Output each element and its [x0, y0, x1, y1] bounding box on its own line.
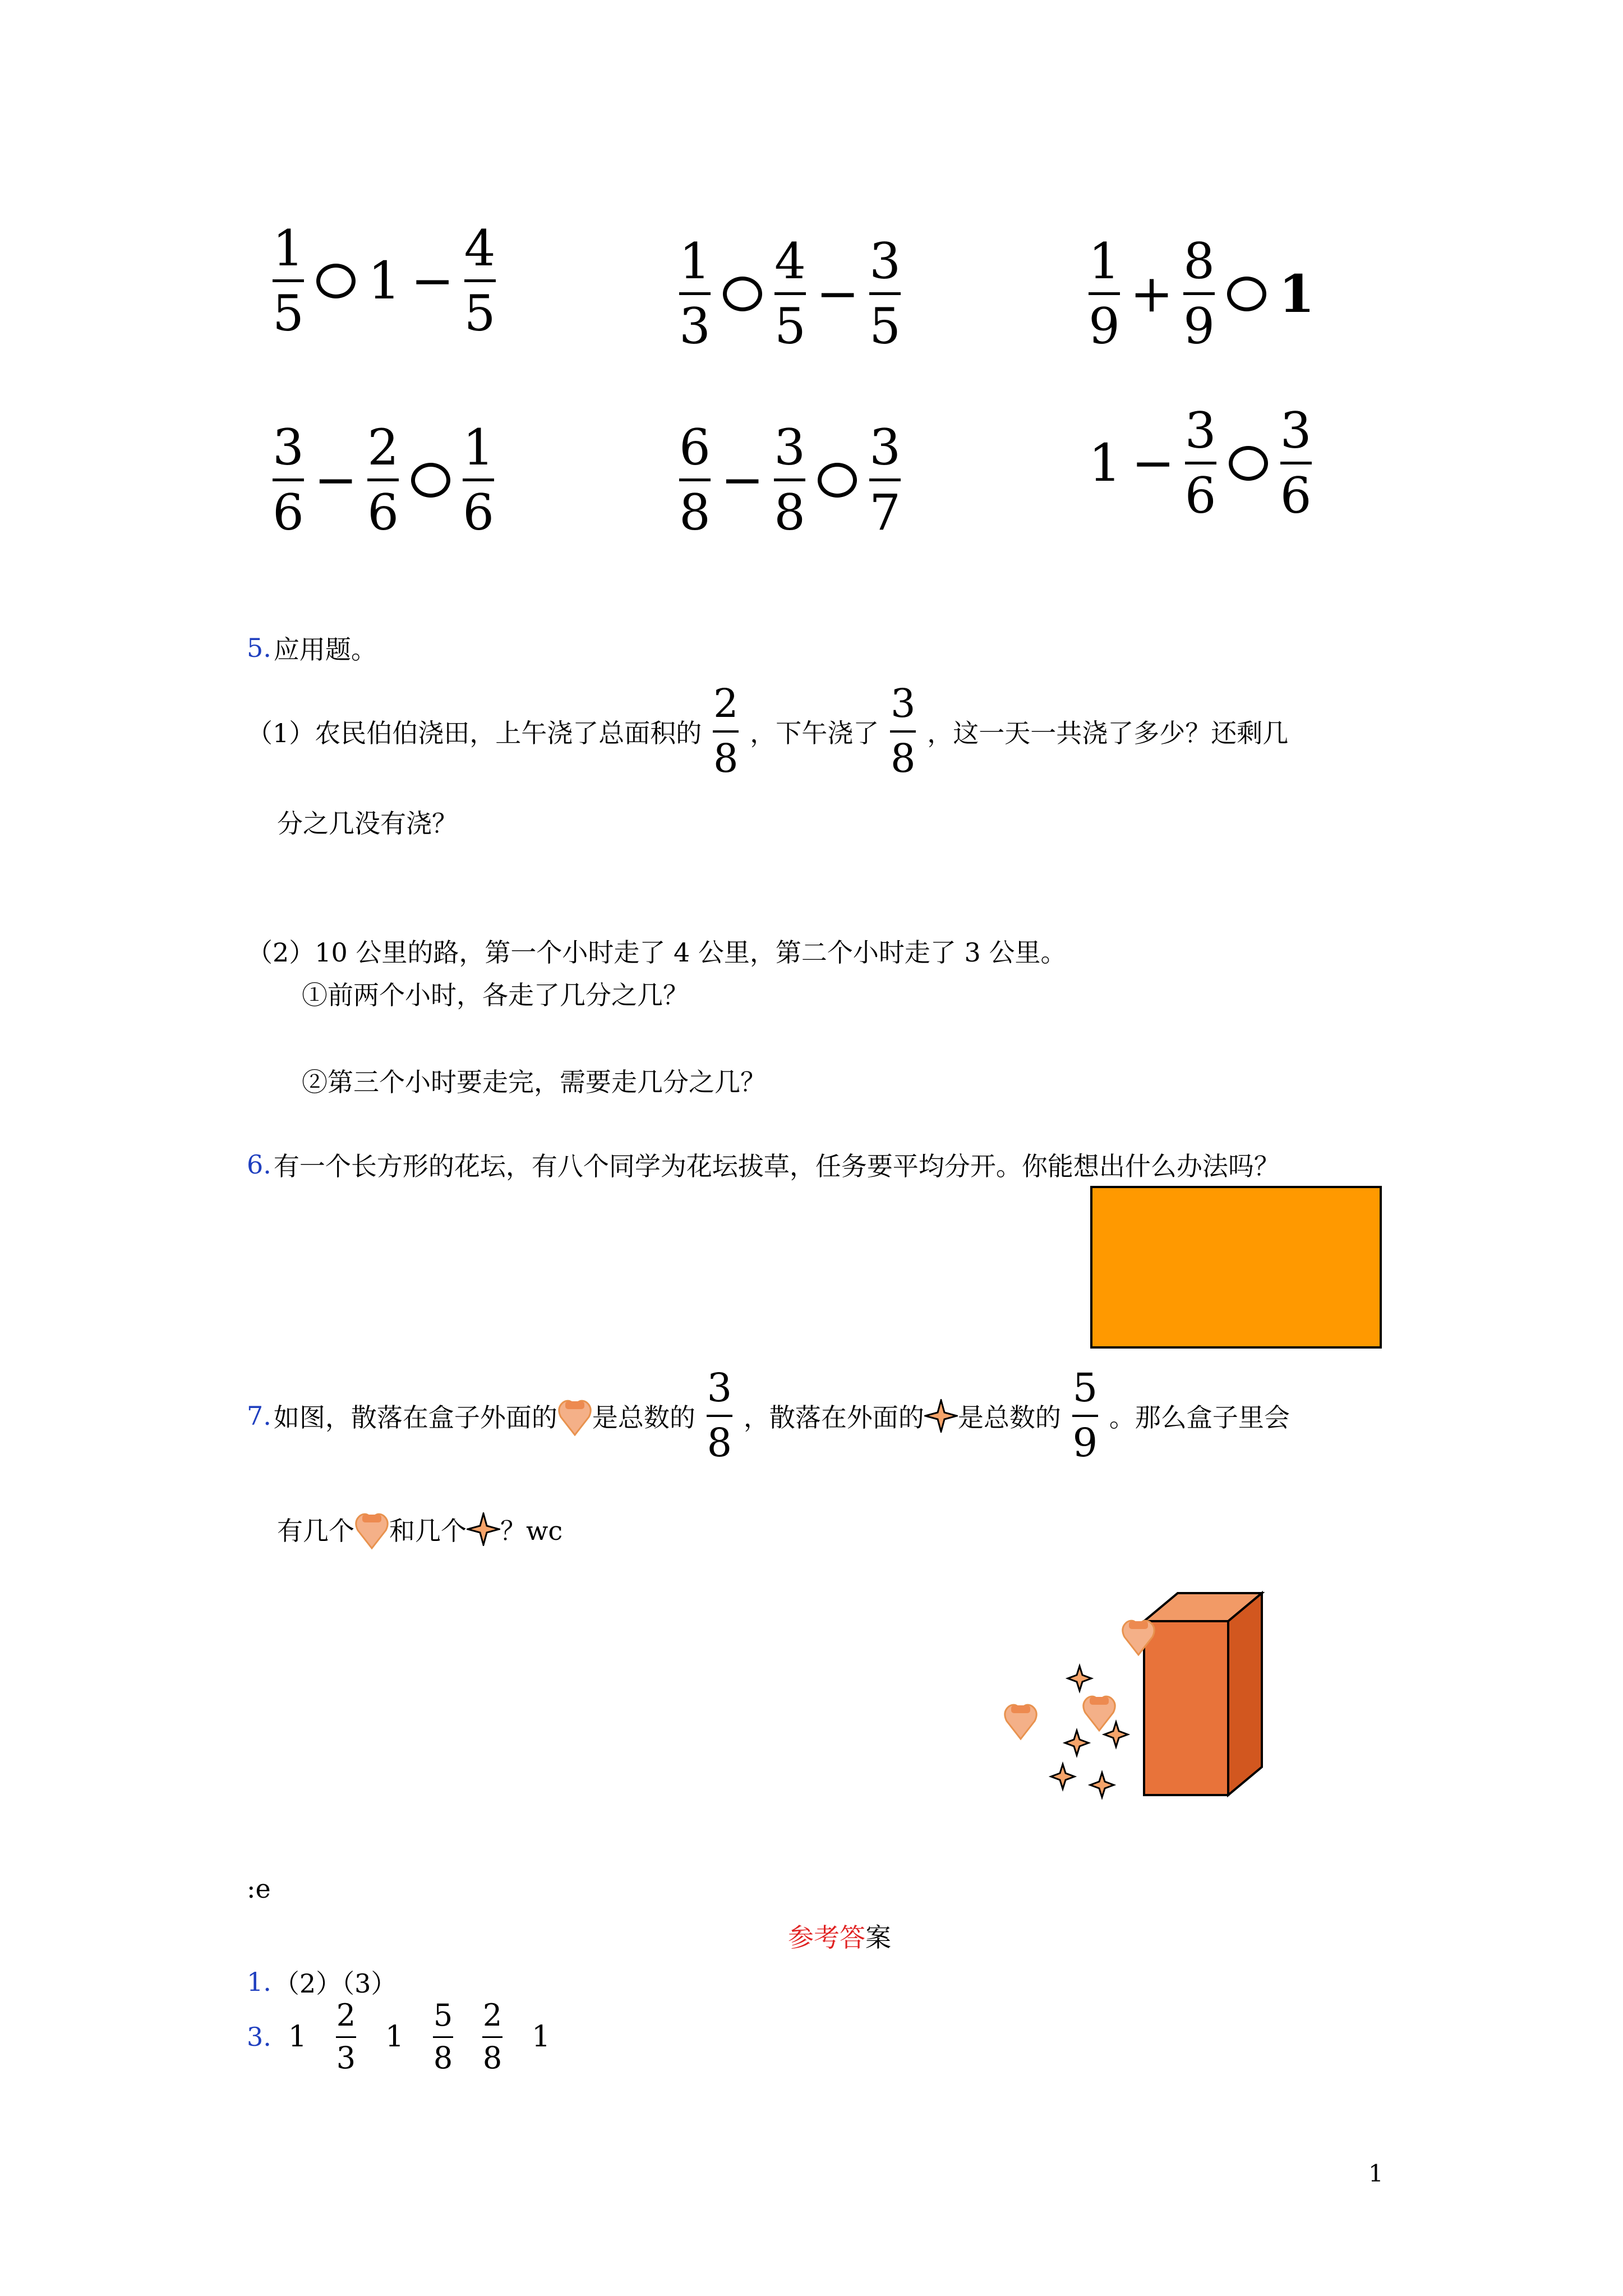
page-number: 1 [1368, 2160, 1384, 2187]
compare-circle[interactable] [411, 463, 450, 498]
q5-part1-line1: （1）农民伯伯浇田，上午浇了总面积的 2 8 ，下午浇了 3 8 ，这一天一共浇了多少？还剩几 [247, 680, 1289, 781]
box-image [987, 1565, 1391, 1818]
heart-icon [354, 1509, 389, 1549]
compare-circle[interactable] [1227, 277, 1266, 311]
fraction: 3 6 [1184, 402, 1216, 525]
fraction: 3 5 [869, 232, 901, 356]
fraction: 1 6 [463, 418, 495, 542]
fraction: 5 9 [1072, 1365, 1098, 1466]
q5-part2: （2）10 公里的路，第一个小时走了 4 公里，第二个小时走了 3 公里。 [247, 937, 1067, 968]
compare-circle[interactable] [316, 264, 356, 298]
fraction: 2 6 [367, 418, 399, 542]
comparison-2-1: 3 6 − 2 6 1 6 [273, 418, 495, 542]
fraction: 3 8 [707, 1365, 732, 1466]
fraction: 1 3 [679, 232, 711, 356]
q5-part2-sub2: ②第三个小时要走完，需要走几分之几？ [302, 1067, 766, 1097]
heart-icon [557, 1396, 592, 1436]
q5-part2-sub1: ①前两个小时，各走了几分之几？ [302, 980, 689, 1010]
q7-line2: 有几个 和几个 ？wc [277, 1509, 562, 1549]
star-icon [1090, 1773, 1114, 1797]
fraction: 3 6 [273, 418, 304, 542]
star-icon [1065, 1731, 1089, 1755]
q6-text: 6. 有一个长方形的花坛，有八个同学为花坛拔草，任务要平均分开。你能想出什么办法吗？ [247, 1149, 1280, 1181]
comparison-1-3: 1 9 + 8 9 1 [1089, 232, 1315, 356]
fraction: 3 8 [774, 418, 806, 542]
comparison-2-3: 1 − 3 6 3 6 [1089, 402, 1312, 525]
compare-circle[interactable] [818, 463, 857, 498]
stray-text: :e [247, 1874, 271, 1904]
comparison-1-1: 1 5 1 − 4 5 [273, 219, 496, 343]
q5-heading: 5. 应用题。 [247, 633, 377, 665]
star-icon [924, 1399, 958, 1433]
star-icon [1068, 1666, 1091, 1691]
fraction: 1 5 [273, 219, 304, 343]
comparison-1-2: 1 3 4 5 − 3 5 [679, 232, 901, 356]
fraction: 8 9 [1183, 232, 1215, 356]
heart-icon [1005, 1705, 1036, 1739]
star-icon [467, 1512, 500, 1546]
fraction: 3 6 [1280, 402, 1312, 525]
fraction: 2 8 [482, 1998, 502, 2076]
answers-title: 参考答 案 [788, 1922, 891, 1953]
heart-icon [1083, 1696, 1115, 1731]
fraction: 1 9 [1089, 232, 1120, 356]
comparison-2-2: 6 8 − 3 8 3 7 [679, 418, 901, 542]
fraction: 3 8 [891, 680, 916, 781]
answer-1: 1. （2）（3） [247, 1967, 397, 1999]
fraction: 4 5 [464, 219, 496, 343]
answer-3: 3. 1 2 3 1 5 8 2 8 1 [247, 1998, 551, 2076]
fraction: 4 5 [774, 232, 806, 356]
fraction: 3 7 [869, 418, 901, 542]
flowerbed-rectangle [1090, 1186, 1382, 1349]
star-icon [1104, 1722, 1128, 1747]
star-icon [1051, 1764, 1075, 1789]
q5-part1-line2: 分之几没有浇？ [277, 808, 458, 839]
fraction: 6 8 [679, 418, 711, 542]
fraction: 2 3 [336, 1998, 356, 2076]
q7-line1: 7. 如图，散落在盒子外面的 是总数的 3 8 ，散落在外面的 是总数的 5 9 。那么盒子里会 [247, 1365, 1290, 1466]
fraction: 2 8 [713, 680, 739, 781]
compare-circle[interactable] [1229, 446, 1268, 481]
fraction: 5 8 [433, 1998, 453, 2076]
compare-circle[interactable] [723, 277, 762, 311]
